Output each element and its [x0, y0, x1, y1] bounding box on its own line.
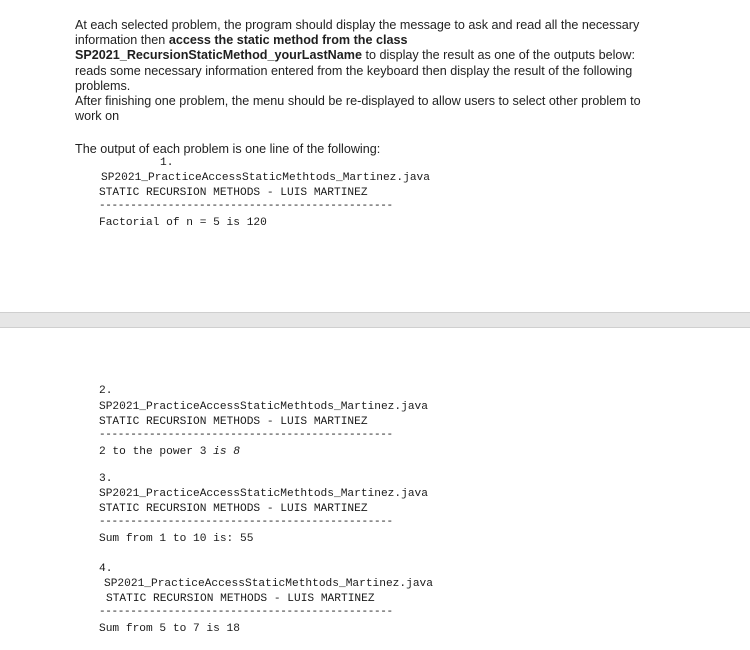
output-intro: The output of each problem is one line of the following:: [75, 142, 381, 156]
example-1-divider: -----------------------------------------------: [99, 200, 393, 212]
intro-line-3: [75, 48, 685, 63]
example-2-result-italic: is 8: [213, 446, 240, 458]
example-4-header: STATIC RECURSION METHODS - LUIS MARTINEZ: [106, 593, 375, 605]
intro-line-4: reads some necessary information entered from the keyboard then display the result of the following: [75, 63, 633, 78]
intro-line-2: [75, 33, 685, 48]
example-3-divider: -----------------------------------------------: [99, 516, 393, 528]
intro-line-3-text: to display the result as one of the outputs below:: [361, 48, 636, 63]
example-2-result-text: 2 to the power 3: [99, 446, 214, 458]
intro-line-6: After finishing one problem, the menu should be re-displayed to allow users to select other problem to: [75, 94, 641, 109]
example-3-header: STATIC RECURSION METHODS - LUIS MARTINEZ: [99, 503, 368, 515]
example-2-result: [99, 445, 240, 460]
page-separator: [0, 312, 750, 328]
document-page-1: [0, 0, 750, 312]
example-2-divider: -----------------------------------------------: [99, 429, 393, 441]
intro-line-7: work on: [75, 109, 120, 124]
example-2-filename: SP2021_PracticeAccessStaticMethtods_Martinez.java: [99, 401, 428, 413]
intro-line-5: problems.: [75, 78, 131, 93]
example-2-header: STATIC RECURSION METHODS - LUIS MARTINEZ: [99, 416, 368, 428]
intro-line-1: At each selected problem, the program should display the message to ask and read all the necessary: [75, 18, 640, 32]
example-1-result: Factorial of n = 5 is 120: [99, 217, 267, 229]
example-4-number: 4.: [99, 563, 113, 575]
example-1-number: 1.: [160, 157, 174, 169]
document-page-2: [0, 328, 750, 650]
example-2-number: 2.: [99, 385, 113, 397]
example-3-result: Sum from 1 to 10 is: 55: [99, 533, 254, 545]
class-name: SP2021_RecursionStaticMethod_yourLastName: [75, 48, 362, 63]
instructions-paragraph: [75, 18, 685, 124]
example-1-filename: SP2021_PracticeAccessStaticMethtods_Martinez.java: [101, 172, 430, 184]
example-4-divider: -----------------------------------------------: [99, 606, 393, 618]
example-4-result: Sum from 5 to 7 is 18: [99, 623, 240, 635]
intro-line-2-bold: access the static method from the class: [168, 33, 408, 48]
intro-line-2-text: information then: [75, 33, 169, 48]
example-4-filename: SP2021_PracticeAccessStaticMethtods_Martinez.java: [104, 578, 433, 590]
example-3-filename: SP2021_PracticeAccessStaticMethtods_Martinez.java: [99, 488, 428, 500]
example-1-header: STATIC RECURSION METHODS - LUIS MARTINEZ: [99, 187, 368, 199]
example-3-number: 3.: [99, 473, 113, 485]
